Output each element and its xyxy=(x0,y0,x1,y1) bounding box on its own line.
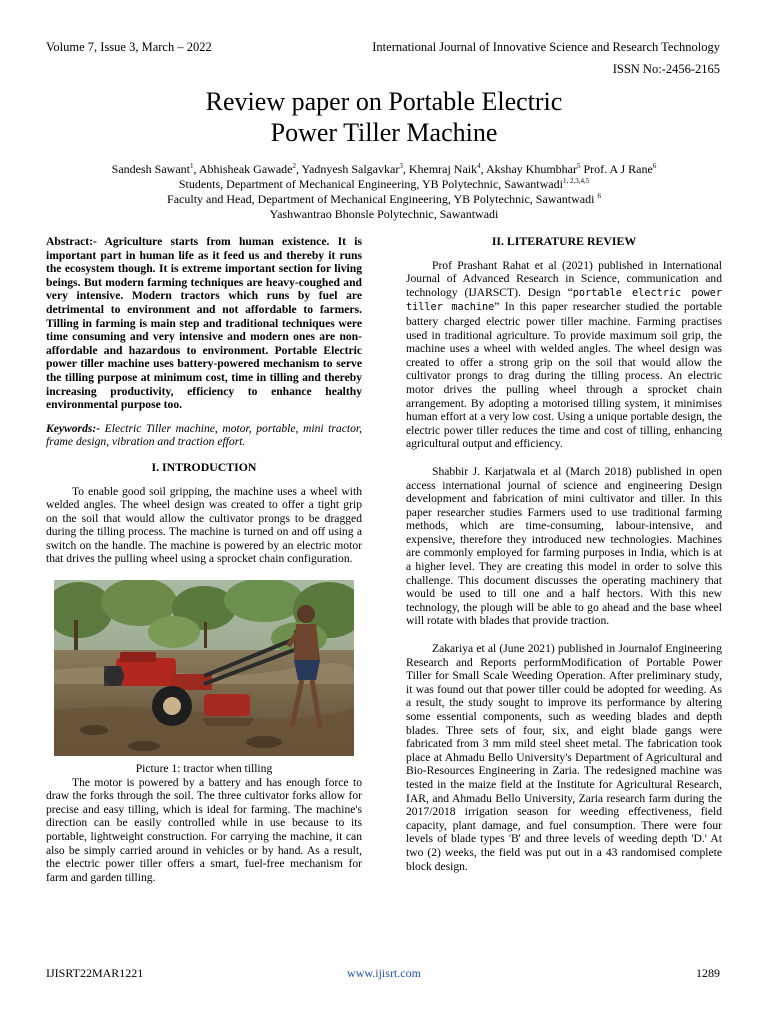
intro-paragraph-1: To enable good soil gripping, the machine uses a wheel with welded angles. The wheel design was created to offer a tight grip on the soil that would allow the cultivator prongs to be dragged during the tilling process. The machine is turned on and off using a switch on the handle. The machine is powered by an electric motor that drives the pulling wheel using a sprocket chain configuration. xyxy=(46,484,362,566)
header-volume: Volume 7, Issue 3, March – 2022 xyxy=(46,40,212,54)
author-names: Sandesh Sawant$^1$, Abhisheak Gawade$^2$, Yadnyesh Salgavkar$^3$, Khemraj Naik$^4$, Akshay Khumbhar$^5$ Prof. A J Rane$^6$ xyxy=(111,162,657,176)
paper-title xyxy=(0,86,768,148)
title-line-2: Power Tiller Machine xyxy=(270,118,498,147)
footer-code: IJISRT22MAR1221 xyxy=(46,966,144,980)
author-sup: 3 xyxy=(399,162,403,170)
affiliation-institute: Yashwantrao Bhonsle Polytechnic, Sawantwadi xyxy=(269,207,499,221)
author-prof: Prof. A J Rane xyxy=(583,162,653,176)
author-name: Yadnyesh Salgavkar xyxy=(301,162,400,176)
abstract: Abstract:- Agriculture starts from human existence. It is important part in human life as it feed us and thereby it runs the ecosystem though. It is extreme important section for living beings. But modern farming techniques are heavy-coughed and very intensive. Modern tractors which runs by fuel are detrimental to environment and not affordable to farmers. Tilling in farming is main step and traditional techniques were time consuming and very intensive and modern ones are non-affordable and hazardous to environment. Portable Electric power tiller machine uses battery-powered mechanism to serve the tilling purpose at minimum cost, time in tilling and thereby increasing productivity, efficiency to enhance healthy environmental purpose too. xyxy=(46,235,362,412)
tractor-photo xyxy=(54,580,354,756)
right-column xyxy=(406,235,722,873)
keywords-label: Keywords:- xyxy=(46,421,101,435)
affiliation-sup: 1, 2,3,4,5 xyxy=(562,177,590,185)
title-line-1: Review paper on Portable Electric xyxy=(205,87,563,116)
design-title-inline: portable electric power tiller machine xyxy=(406,287,722,314)
literature-paragraph-2: Shabbir J. Karjatwala et al (March 2018) published in open access international journal of science and engineering Design development and fabrication of mini cultivator and tiller. In this paper researcher studies Farmers used to use traditional farming methods, which are time-consuming, labour-intensive, and expensive, therefore they introduced new technologies. Machines are commonly employed for farming purposes in India, which is at a higher level. They are creating this model in order to solve this challenge. This document discusses the operating machinery that would be used to till one and a half hectors. With this new technology, the plough will be able to go ahead and the base wheel will rotate with blades that provide traction. xyxy=(406,464,722,628)
literature-paragraph-3: Zakariya et al (June 2021) published in Journalof Engineering Research and Reports performModification of Portable Power Tiller for Small Scale Weeding Operation. After preliminary study, it was found out that power tiller could be adopted for weeding. As a result, the study sought to improve its performance by altering some essential components, such as weeding blades and depth blades. Three sets of four, six, and eight blade gangs were fabricated from 3 mm mild steel sheet metal. The fabrication took place at Ahmadu Bello University's Department of Agricultural and Bio-Resources Engineering in Zaria. The redesigned machine was tested in the maize field at the Institute for Agricultural Research, IAR, and Ahmadu Bello University, Zaria research farm during the 2017/2018 irrigation season for weeding effectiveness, field capacity, plant damage, and fuel consumption. There were four levels of blade types 'B' and three levels of weeding depth 'D.' At two (2) weeks, the field was put out in a 43 randomised complete block design. xyxy=(406,642,722,873)
figure-tractor xyxy=(54,580,354,756)
author-sup: 4 xyxy=(477,162,481,170)
author-block xyxy=(30,162,738,222)
left-column xyxy=(46,235,362,884)
affiliation-sup: 6 xyxy=(597,192,601,200)
intro-paragraph-2: The motor is powered by a battery and has enough force to draw the forks through the soil. The three cultivator forks allow for precise and easy tilling, which is ideal for farming. The machine's direction can be easily controlled while in use because to its portable, lightweight construction. For carrying the machine, it can also be simply carried around in vehicles or by hand. As a result, the electric power tiller offers a smart, fuel-free mechanism for farm and garden tilling. xyxy=(46,775,362,884)
author-name: Abhisheak Gawade xyxy=(198,162,293,176)
keywords-text: Electric Tiller machine, motor, portable, mini tractor, frame design, vibration and traction effort. xyxy=(46,421,362,449)
literature-paragraph-1: Prof Prashant Rahat et al (2021) published in International Journal of Advanced Research in Science, communication and technology (IJARSCT). Design “portable electric power tiller machine” In this paper researcher studied the portable battery charged electric power tiller machine. Farming practises used in traditional agriculture. To provide maximum soil grip, the machine uses a wheel with welded angles. The wheel design was created to offer a strong grip on the soil that would allow the cultivator prongs to drag during the tilling process. An electric motor drives the pulling wheel through a sprocket chain arrangement. By adopting a motorised tilling system, it minimises human effort at a very low cost. Using a unique portable design, the electric power tiller reduces the time and cost of tilling, enhancing agricultural output and efficiency. xyxy=(406,258,722,451)
author-sup: 6 xyxy=(652,162,657,170)
header-journal: International Journal of Innovative Science and Research Technology xyxy=(372,40,720,54)
author-sup: 1 xyxy=(190,162,194,170)
author-name: Sandesh Sawant xyxy=(111,162,190,176)
footer-page-number: 1289 xyxy=(696,966,720,980)
affiliation-faculty: Faculty and Head, Department of Mechanical Engineering, YB Polytechnic, Sawantwadi $^6$ xyxy=(167,192,601,206)
author-sup: 5 xyxy=(576,162,581,170)
header-issn: ISSN No:-2456-2165 xyxy=(612,62,720,76)
footer-url[interactable]: www.ijisrt.com xyxy=(347,966,421,980)
affiliation-students: Students, Department of Mechanical Engineering, YB Polytechnic, Sawantwadi$^{1, 2,3,4,5}$ xyxy=(178,177,590,191)
author-name: Khemraj Naik xyxy=(408,162,478,176)
author-name: Akshay Khumbhar xyxy=(485,162,577,176)
section-heading-literature-review: II. LITERATURE REVIEW xyxy=(491,234,637,248)
section-heading-introduction: I. INTRODUCTION xyxy=(151,459,257,474)
figure-caption: Picture 1: tractor when tilling xyxy=(135,762,273,776)
keywords xyxy=(46,422,362,449)
author-sup: 2 xyxy=(292,162,296,170)
